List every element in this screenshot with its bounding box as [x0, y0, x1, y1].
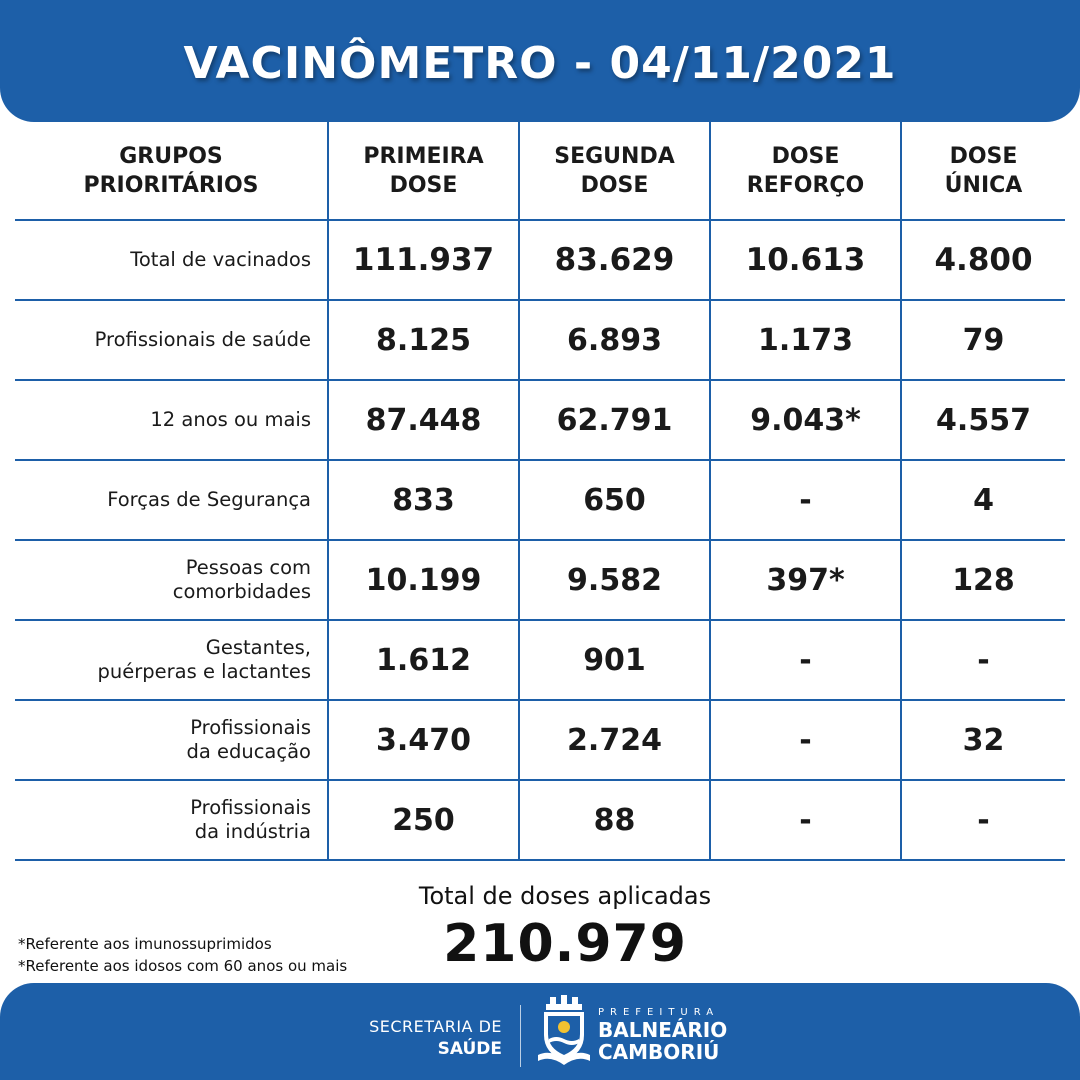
- cell-segunda-dose: 650: [519, 460, 710, 540]
- footer-banner: [0, 983, 1080, 1080]
- table-row: [15, 540, 1065, 620]
- cell-dose-unica: 79: [901, 300, 1065, 380]
- cell-dose-reforco: 397*: [710, 540, 901, 620]
- title-banner: [0, 0, 1080, 122]
- footnote-imunossuprimidos: *Referente aos imunossuprimidos: [18, 935, 272, 953]
- row-label: Profissionais de saúde: [15, 300, 328, 380]
- cell-dose-reforco: -: [710, 620, 901, 700]
- table-row-total: [15, 220, 1065, 300]
- cell-dose-reforco: -: [710, 700, 901, 780]
- row-label: Total de vacinados: [15, 220, 328, 300]
- cell-dose-reforco: 9.043*: [710, 380, 901, 460]
- header-primeira-dose: PRIMEIRA DOSE: [328, 122, 519, 220]
- city-crest-icon: [536, 995, 592, 1067]
- cell-dose-unica: 4.800: [901, 220, 1065, 300]
- header-segunda-dose: SEGUNDA DOSE: [519, 122, 710, 220]
- cell-dose-unica: 4.557: [901, 380, 1065, 460]
- cell-dose-unica: 32: [901, 700, 1065, 780]
- cell-primeira-dose: 250: [328, 780, 519, 860]
- table-row: [15, 460, 1065, 540]
- cell-dose-unica: 4: [901, 460, 1065, 540]
- cell-segunda-dose: 2.724: [519, 700, 710, 780]
- table-row: [15, 380, 1065, 460]
- row-label: Pessoas com comorbidades: [15, 540, 328, 620]
- cell-dose-reforco: -: [710, 780, 901, 860]
- cell-segunda-dose: 901: [519, 620, 710, 700]
- cell-dose-unica: 128: [901, 540, 1065, 620]
- cell-primeira-dose: 1.612: [328, 620, 519, 700]
- table-row: [15, 700, 1065, 780]
- row-label: Profissionais da educação: [15, 700, 328, 780]
- table-row: [15, 300, 1065, 380]
- table-row: [15, 780, 1065, 860]
- table-header-row: [15, 122, 1065, 220]
- cell-dose-reforco: -: [710, 460, 901, 540]
- footer-divider: [520, 1005, 521, 1067]
- cell-dose-reforco: 1.173: [710, 300, 901, 380]
- cell-primeira-dose: 8.125: [328, 300, 519, 380]
- cell-primeira-dose: 833: [328, 460, 519, 540]
- cell-dose-unica: -: [901, 780, 1065, 860]
- footnote-idosos: *Referente aos idosos com 60 anos ou mais: [18, 957, 348, 975]
- total-doses-value: 210.979: [443, 914, 687, 974]
- row-label: Gestantes, puérperas e lactantes: [15, 620, 328, 700]
- cell-segunda-dose: 83.629: [519, 220, 710, 300]
- row-label: 12 anos ou mais: [15, 380, 328, 460]
- page-title: VACINÔMETRO - 04/11/2021: [183, 38, 897, 89]
- cell-primeira-dose: 87.448: [328, 380, 519, 460]
- cell-primeira-dose: 111.937: [328, 220, 519, 300]
- cell-dose-unica: -: [901, 620, 1065, 700]
- table-row: [15, 620, 1065, 700]
- cell-segunda-dose: 88: [519, 780, 710, 860]
- row-label: Profissionais da indústria: [15, 780, 328, 860]
- vaccination-table: [15, 122, 1065, 861]
- header-dose-unica: DOSE ÚNICA: [901, 122, 1065, 220]
- total-doses-label: Total de doses aplicadas: [418, 882, 712, 910]
- header-grupos-prioritarios: GRUPOS PRIORITÁRIOS: [15, 122, 328, 220]
- cell-segunda-dose: 62.791: [519, 380, 710, 460]
- footnotes: [18, 933, 347, 977]
- header-dose-reforco: DOSE REFORÇO: [710, 122, 901, 220]
- cell-segunda-dose: 9.582: [519, 540, 710, 620]
- cell-primeira-dose: 10.199: [328, 540, 519, 620]
- total-doses: [365, 878, 765, 974]
- cell-dose-reforco: 10.613: [710, 220, 901, 300]
- prefeitura-logo: PREFEITURA BALNEÁRIO CAMBORIÚ: [598, 1007, 728, 1064]
- cell-segunda-dose: 6.893: [519, 300, 710, 380]
- cell-primeira-dose: 3.470: [328, 700, 519, 780]
- secretaria-saude-logo: SECRETARIA DE SAÚDE: [369, 1017, 502, 1059]
- row-label: Forças de Segurança: [15, 460, 328, 540]
